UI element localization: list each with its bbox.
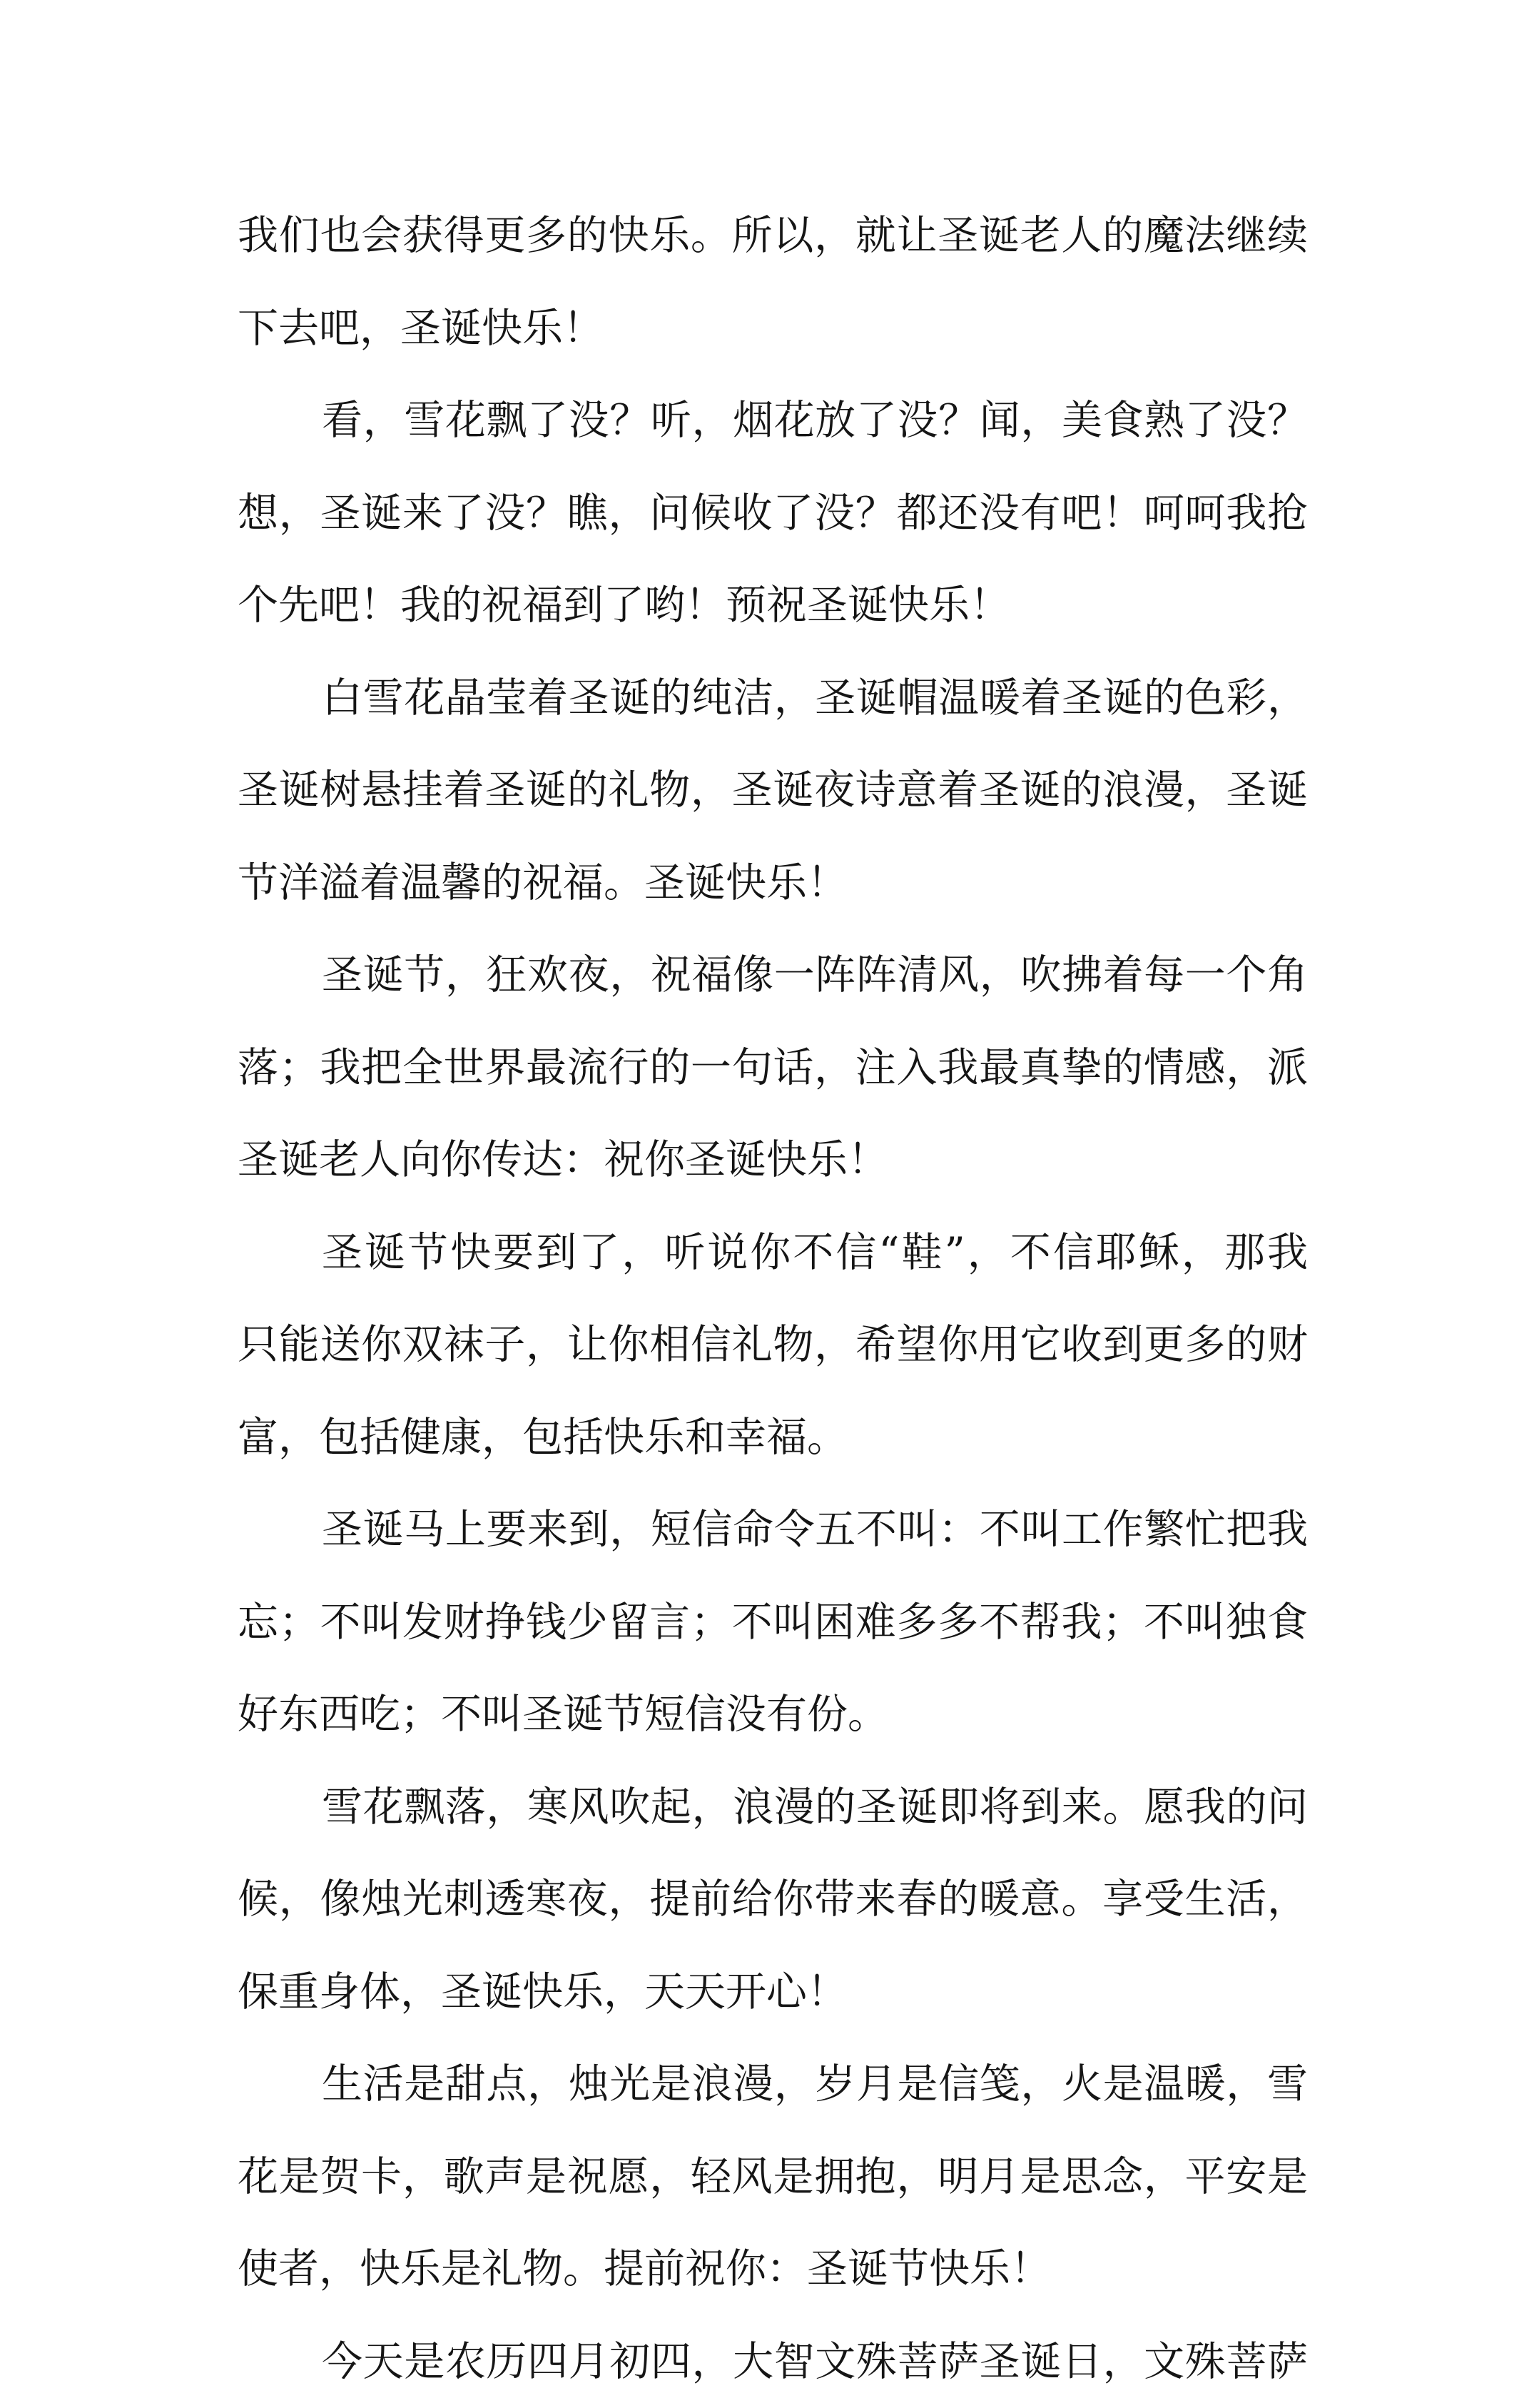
text-line: 只能送你双袜子，让你相信礼物，希望你用它收到更多的财 <box>238 1299 1308 1392</box>
text-line: 候，像烛光刺透寒夜，提前给你带来春的暖意。享受生活， <box>238 1853 1308 1946</box>
text-line: 个先吧！我的祝福到了哟！预祝圣诞快乐！ <box>238 560 1308 652</box>
text-line: 花是贺卡，歌声是祝愿，轻风是拥抱，明月是思念，平安是 <box>238 2131 1308 2224</box>
text-line: 雪花飘落，寒风吹起，浪漫的圣诞即将到来。愿我的问 <box>238 1761 1308 1854</box>
text-line: 好东西吃；不叫圣诞节短信没有份。 <box>238 1669 1308 1761</box>
text-line: 今天是农历四月初四，大智文殊菩萨圣诞日，文殊菩萨 <box>238 2316 1308 2408</box>
text-line: 生活是甜点，烛光是浪漫，岁月是信笺，火是温暖，雪 <box>238 2038 1308 2131</box>
text-line: 下去吧，圣诞快乐！ <box>238 283 1308 375</box>
text-line: 使者，快乐是礼物。提前祝你：圣诞节快乐！ <box>238 2223 1308 2316</box>
text-line: 圣诞老人向你传达：祝你圣诞快乐！ <box>238 1114 1308 1207</box>
text-line: 想，圣诞来了没？瞧，问候收了没？都还没有吧！呵呵我抢 <box>238 467 1308 560</box>
text-line: 圣诞节，狂欢夜，祝福像一阵阵清风，吹拂着每一个角 <box>238 929 1308 1022</box>
text-line: 圣诞马上要来到，短信命令五不叫：不叫工作繁忙把我 <box>238 1484 1308 1577</box>
text-line: 圣诞树悬挂着圣诞的礼物，圣诞夜诗意着圣诞的浪漫，圣诞 <box>238 744 1308 837</box>
text-line: 富，包括健康，包括快乐和幸福。 <box>238 1392 1308 1484</box>
text-line: 保重身体，圣诞快乐，天天开心！ <box>238 1946 1308 2039</box>
text-line: 我们也会获得更多的快乐。所以，就让圣诞老人的魔法继续 <box>238 190 1308 283</box>
text-line: 落；我把全世界最流行的一句话，注入我最真挚的情感，派 <box>238 1022 1308 1115</box>
text-line: 忘；不叫发财挣钱少留言；不叫困难多多不帮我；不叫独食 <box>238 1577 1308 1669</box>
text-line: 看，雪花飘了没？听，烟花放了没？闻，美食熟了没？ <box>238 375 1308 467</box>
text-line: 圣诞节快要到了，听说你不信“鞋”，不信耶稣，那我 <box>238 1207 1308 1300</box>
text-line: 节洋溢着温馨的祝福。圣诞快乐！ <box>238 837 1308 930</box>
document-body <box>238 190 1308 2408</box>
text-line: 白雪花晶莹着圣诞的纯洁，圣诞帽温暖着圣诞的色彩， <box>238 652 1308 745</box>
